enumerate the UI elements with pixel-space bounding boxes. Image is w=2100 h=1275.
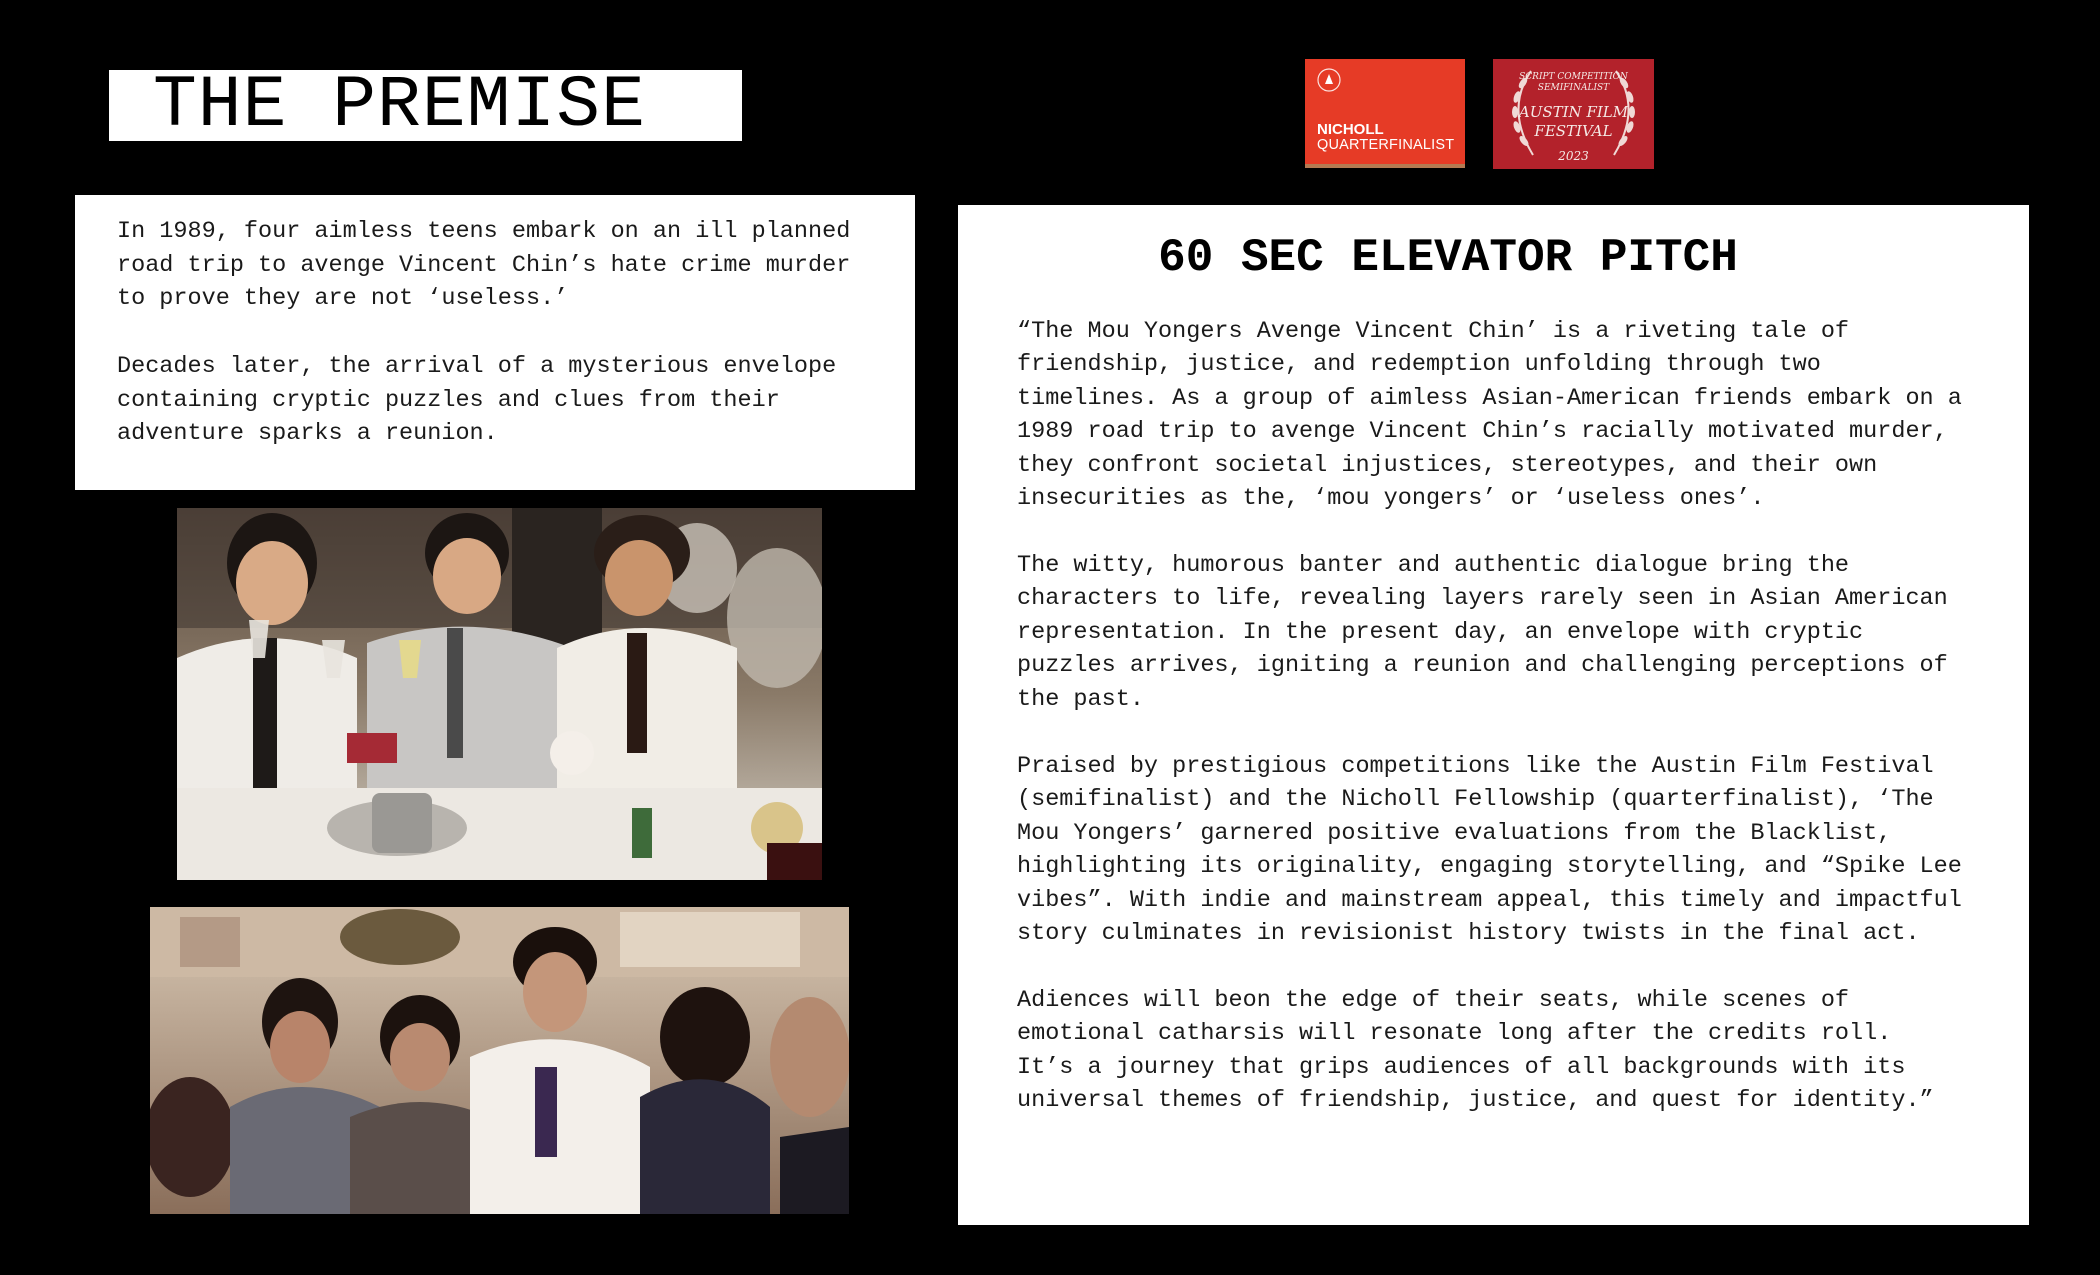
academy-logo-icon — [1317, 68, 1341, 92]
aff-line-2: SEMIFINALIST — [1537, 83, 1610, 93]
premise-paragraph-1: In 1989, four aimless teens embark on an ill planned road trip to avenge Vincent Chin’s hate crime murder to prove they are not ‘useless.’ — [117, 218, 851, 312]
pitch-paragraph-2: The witty, humorous banter and authentic dialogue bring the characters to life, revealing layers rarely seen in Asian American representation. In the present day, an envelope with cryptic puzzles arrives, igniting a reunion and challenging perceptions of the past. — [1017, 552, 1948, 713]
premise-paragraph-2: Decades later, the arrival of a mysterious envelope containing cryptic puzzles and clues from their adventure sparks a reunion. — [117, 353, 837, 447]
nicholl-badge — [1305, 59, 1465, 168]
pitch-heading: 60 SEC ELEVATOR PITCH — [1158, 232, 1738, 284]
premise-panel — [75, 195, 915, 490]
austin-film-festival-badge — [1493, 59, 1654, 169]
nicholl-status: QUARTERFINALIST — [1317, 137, 1455, 153]
page-title: THE PREMISE — [153, 64, 646, 147]
aff-line-3: AUSTIN FILM — [1518, 103, 1629, 121]
pitch-paragraph-3: Praised by prestigious competitions like the Austin Film Festival (semifinalist) and the Nicholl Fellowship (quarterfinalist), ‘The Mou Yongers’ garnered positive evaluations from the Blacklist, highlighting its originality, engaging storytelling, and “Spike Lee vibes”. With indie and mainstream appeal, this timely and impactful story culminates in revisionist history twists in the final act. — [1017, 753, 1962, 948]
page-title-box — [109, 64, 742, 147]
pitch-paragraph-4: Adiences will beon the edge of their seats, while scenes of emotional catharsis will resonate long after the credits roll. It’s a journey that grips audiences of all backgrounds with its universal themes of friendship, justice, and quest for identity.” — [1017, 987, 1934, 1115]
aff-line-1: SCRIPT COMPETITION — [1519, 72, 1628, 82]
aff-line-4: FESTIVAL — [1534, 122, 1613, 140]
nicholl-label: NICHOLL — [1317, 121, 1384, 138]
street-group-photo — [150, 907, 849, 1214]
aff-year: 2023 — [1558, 149, 1589, 163]
elevator-pitch-panel — [958, 205, 2029, 1225]
banquet-photo — [177, 508, 822, 880]
pitch-paragraph-1: “The Mou Yongers Avenge Vincent Chin’ is a riveting tale of friendship, justice, and redemption unfolding through two timelines. As a group of aimless Asian-American friends embark on a 1989 road trip to avenge Vincent Chin’s racially motivated murder, they confront societal injustices, stereotypes, and their own insecurities as the, ‘mou yongers’ or ‘useless ones’. — [1017, 318, 1962, 513]
badge-strip — [1305, 164, 1465, 168]
